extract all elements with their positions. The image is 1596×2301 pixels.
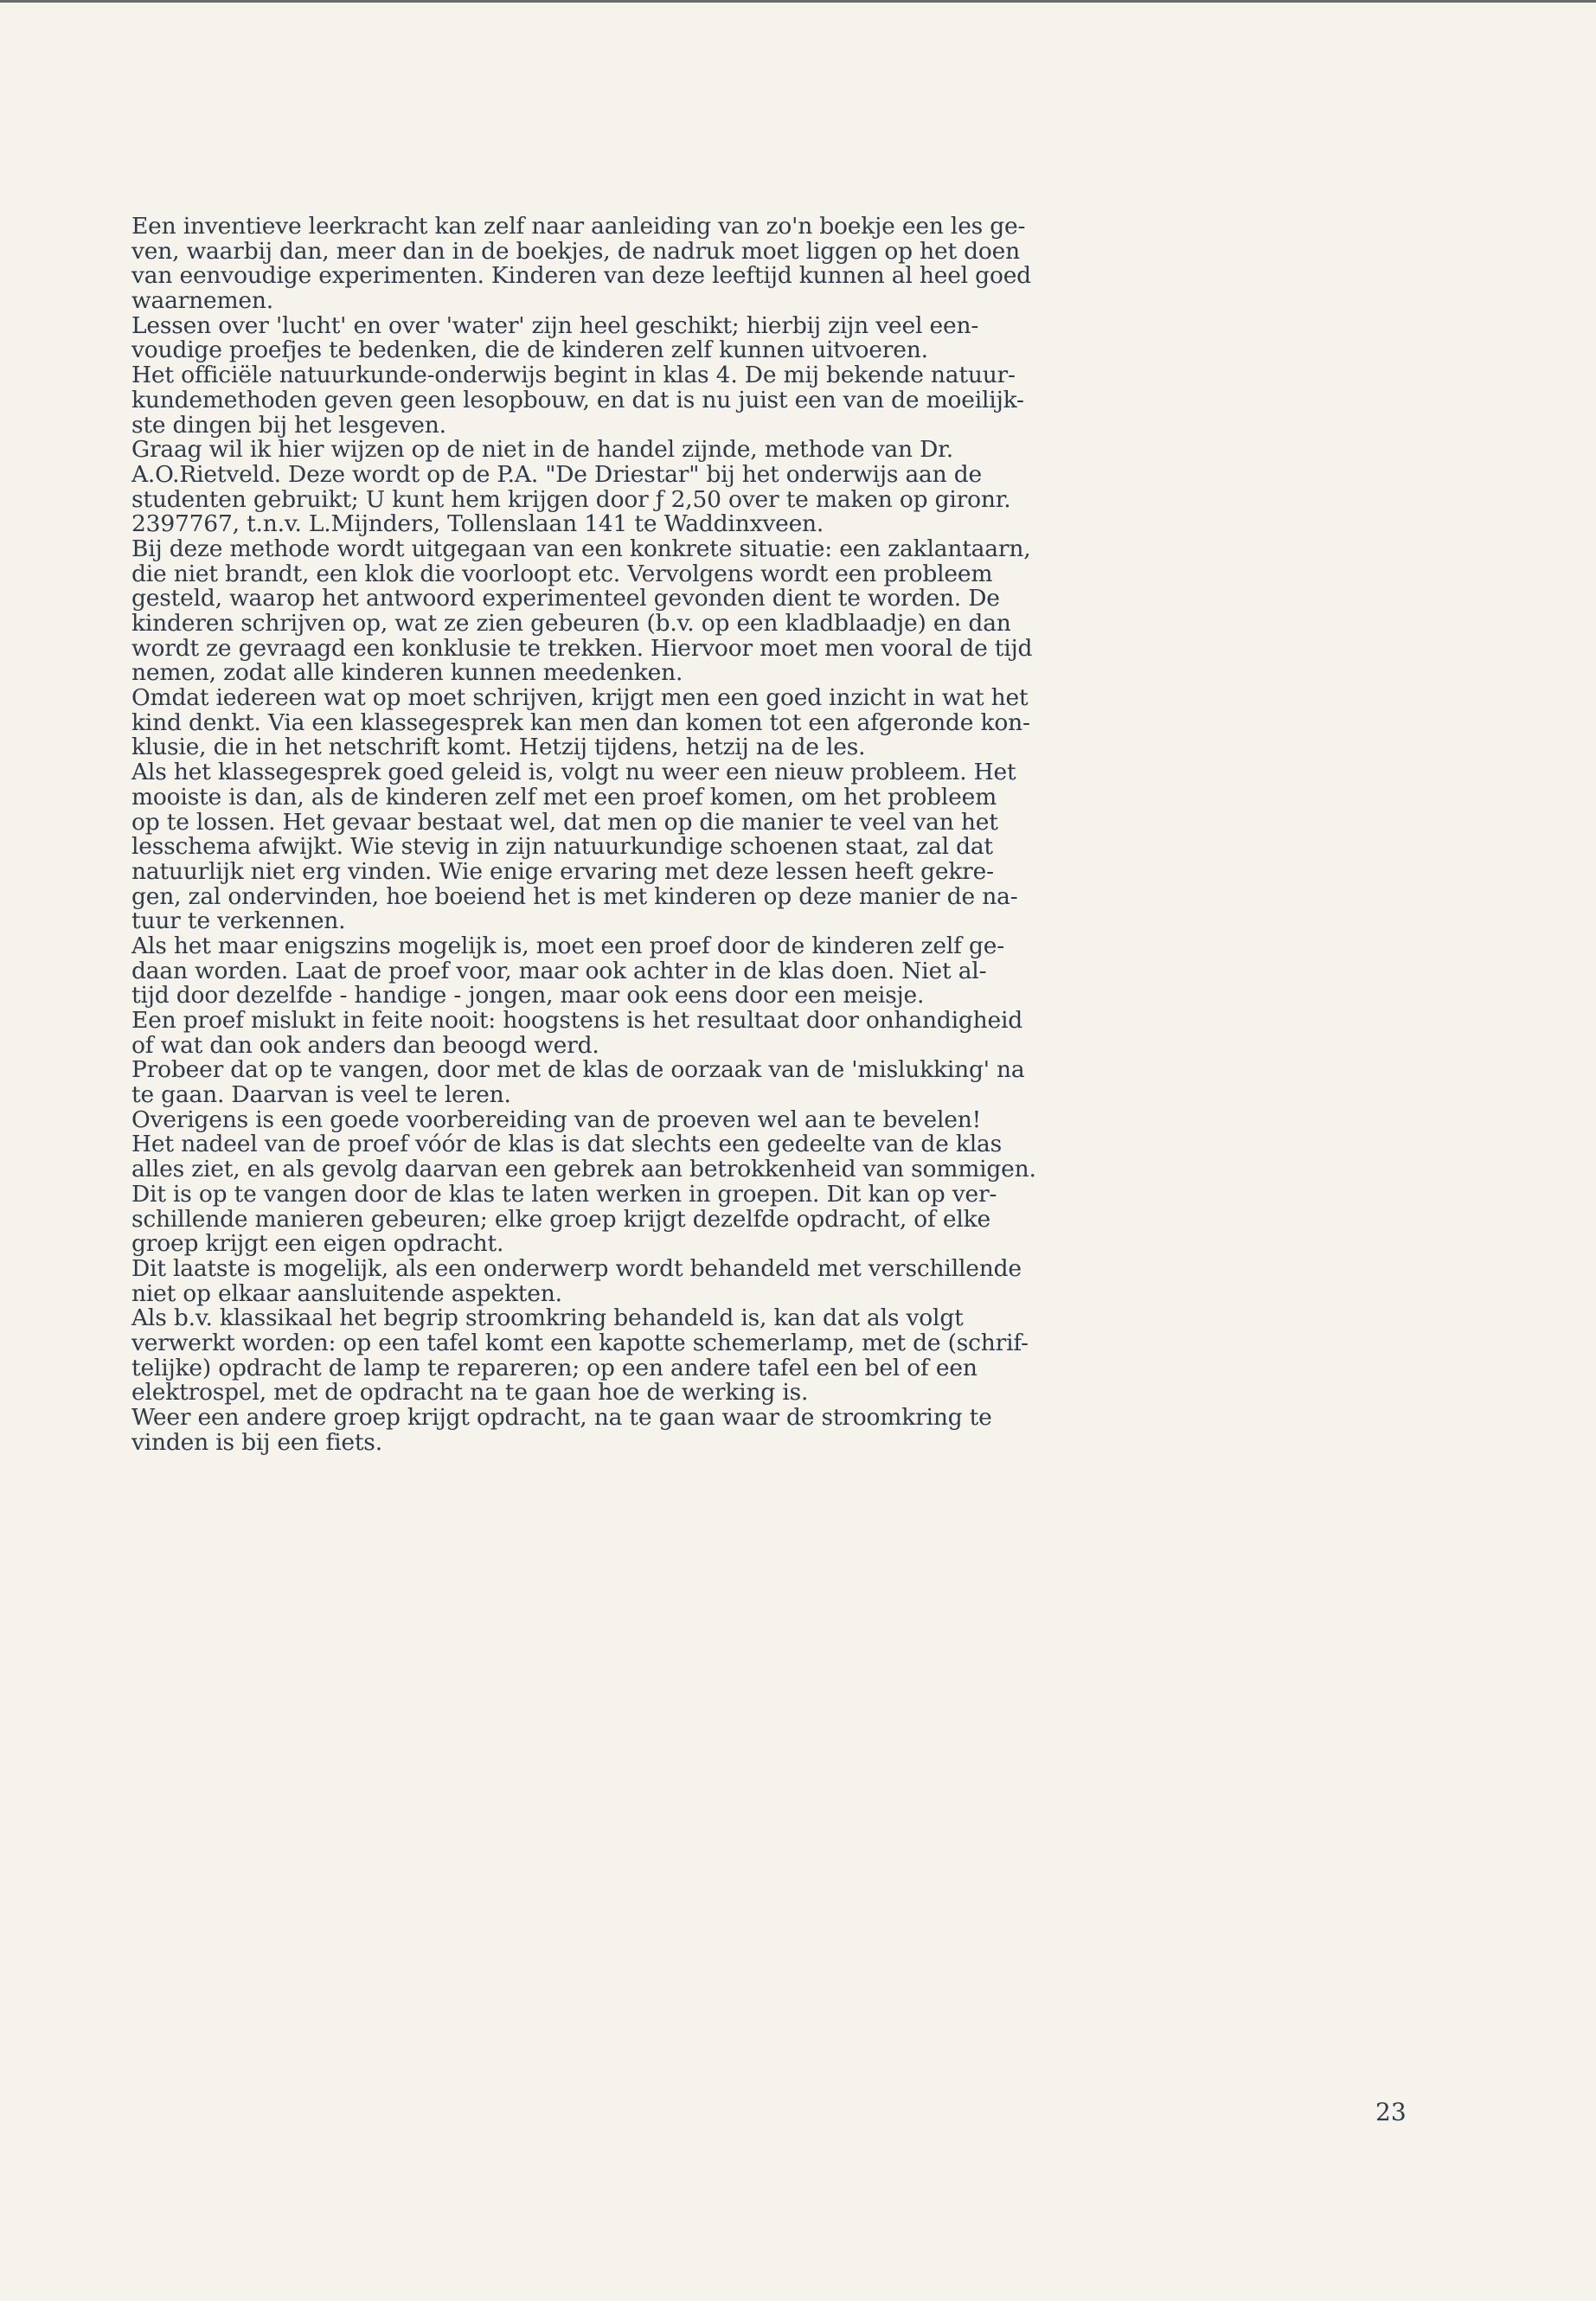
text-line: 2397767, t.n.v. L.Mijnders, Tollenslaan 141 te Waddinxveen. xyxy=(131,510,824,538)
text-line: niet op elkaar aansluitende aspekten. xyxy=(131,1279,562,1307)
text-line: Overigens is een goede voorbereiding van de proeven wel aan te bevelen! xyxy=(131,1106,982,1133)
text-line: klusie, die in het netschrift komt. Hetzij tijdens, hetzij na de les. xyxy=(131,734,866,761)
text-line: studenten gebruikt; U kunt hem krijgen door ƒ 2,50 over te maken op gironr. xyxy=(131,485,1011,513)
text-line: schillende manieren gebeuren; elke groep krijgt dezelfde opdracht, of elke xyxy=(131,1205,990,1233)
text-line: daan worden. Laat de proef voor, maar ook achter in de klas doen. Niet al- xyxy=(131,957,987,984)
text-line: natuurlijk niet erg vinden. Wie enige ervaring met deze lessen heeft gekre- xyxy=(131,857,994,885)
text-line: kinderen schrijven op, wat ze zien gebeuren (b.v. op een kladblaadje) en dan xyxy=(131,610,1011,637)
text-line: van eenvoudige experimenten. Kinderen van deze leeftijd kunnen al heel goed xyxy=(131,262,1031,290)
text-line: mooiste is dan, als de kinderen zelf met een proef komen, om het probleem xyxy=(131,783,997,811)
text-line: Probeer dat op te vangen, door met de klas de oorzaak van de 'mislukking' na xyxy=(131,1056,1025,1084)
text-line: Een proef mislukt in feite nooit: hoogstens is het resultaat door onhandigheid xyxy=(131,1007,1023,1034)
text-line: alles ziet, en als gevolg daarvan een gebrek aan betrokkenheid van sommigen. xyxy=(131,1156,1036,1183)
text-line: lesschema afwijkt. Wie stevig in zijn natuurkundige schoenen staat, zal dat xyxy=(131,833,993,861)
text-line: ven, waarbij dan, meer dan in de boekjes, de nadruk moet liggen op het doen xyxy=(131,237,1020,265)
top-border-line xyxy=(0,0,1596,3)
text-line: kundemethoden geven geen lesopbouw, en dat is nu juist een van de moeilijk- xyxy=(131,386,1024,413)
text-line: Graag wil ik hier wijzen op de niet in de handel zijnde, methode van Dr. xyxy=(131,436,953,464)
text-line: gesteld, waarop het antwoord experimenteel gevonden dient te worden. De xyxy=(131,585,1000,612)
text-line: verwerkt worden: op een tafel komt een kapotte schemerlamp, met de (schrif- xyxy=(131,1329,1029,1356)
text-line: Omdat iedereen wat op moet schrijven, krijgt men een goed inzicht in wat het xyxy=(131,684,1029,712)
text-line: Dit is op te vangen door de klas te laten werken in groepen. Dit kan op ver- xyxy=(131,1180,997,1208)
text-line: te gaan. Daarvan is veel te leren. xyxy=(131,1081,511,1109)
text-line: Lessen over 'lucht' en over 'water' zijn heel geschikt; hierbij zijn veel een- xyxy=(131,311,979,339)
text-line: nemen, zodat alle kinderen kunnen meedenken. xyxy=(131,659,683,687)
text-line: Dit laatste is mogelijk, als een onderwerp wordt behandeld met verschillende xyxy=(131,1254,1022,1282)
text-line: tuur te verkennen. xyxy=(131,907,346,935)
text-line: op te lossen. Het gevaar bestaat wel, dat men op die manier te veel van het xyxy=(131,808,998,836)
text-line: tijd door dezelfde - handige - jongen, maar ook eens door een meisje. xyxy=(131,982,925,1009)
text-line: ste dingen bij het lesgeven. xyxy=(131,411,446,439)
text-line: of wat dan ook anders dan beoogd werd. xyxy=(131,1031,599,1059)
text-line: Weer een andere groep krijgt opdracht, na te gaan waar de stroomkring te xyxy=(131,1404,992,1431)
text-line: Als b.v. klassikaal het begrip stroomkring behandeld is, kan dat als volgt xyxy=(131,1304,964,1332)
body-text xyxy=(131,215,1412,1455)
text-line: voudige proefjes te bedenken, die de kinderen zelf kunnen uitvoeren. xyxy=(131,336,928,364)
text-line: Het nadeel van de proef vóór de klas is dat slechts een gedeelte van de klas xyxy=(131,1131,1002,1158)
text-line: Bij deze methode wordt uitgegaan van een konkrete situatie: een zaklantaarn, xyxy=(131,535,1031,562)
text-line: Het officiële natuurkunde-onderwijs begint in klas 4. De mij bekende natuur- xyxy=(131,362,1016,389)
text-line: Als het maar enigszins mogelijk is, moet een proef door de kinderen zelf ge- xyxy=(131,932,1004,959)
page-number: 23 xyxy=(1375,2098,1407,2126)
text-line: A.O.Rietveld. Deze wordt op de P.A. "De Driestar" bij het onderwijs aan de xyxy=(131,460,982,488)
text-line: groep krijgt een eigen opdracht. xyxy=(131,1230,504,1258)
text-line: telijke) opdracht de lamp te repareren; op een andere tafel een bel of een xyxy=(131,1354,977,1381)
text-line: elektrospel, met de opdracht na te gaan hoe de werking is. xyxy=(131,1379,809,1407)
text-line: kind denkt. Via een klassegesprek kan men dan komen tot een afgeronde kon- xyxy=(131,708,1030,736)
text-line: vinden is bij een fiets. xyxy=(131,1428,382,1456)
text-line: Een inventieve leerkracht kan zelf naar aanleiding van zo'n boekje een les ge- xyxy=(131,213,1026,240)
text-line: wordt ze gevraagd een konklusie te trekken. Hiervoor moet men vooral de tijd xyxy=(131,634,1033,662)
text-line: gen, zal ondervinden, hoe boeiend het is met kinderen op deze manier de na- xyxy=(131,882,1018,910)
text-line: Als het klassegesprek goed geleid is, volgt nu weer een nieuw probleem. Het xyxy=(131,759,1016,786)
text-line: waarnemen. xyxy=(131,287,274,315)
text-line: die niet brandt, een klok die voorloopt etc. Vervolgens wordt een probleem xyxy=(131,560,993,587)
